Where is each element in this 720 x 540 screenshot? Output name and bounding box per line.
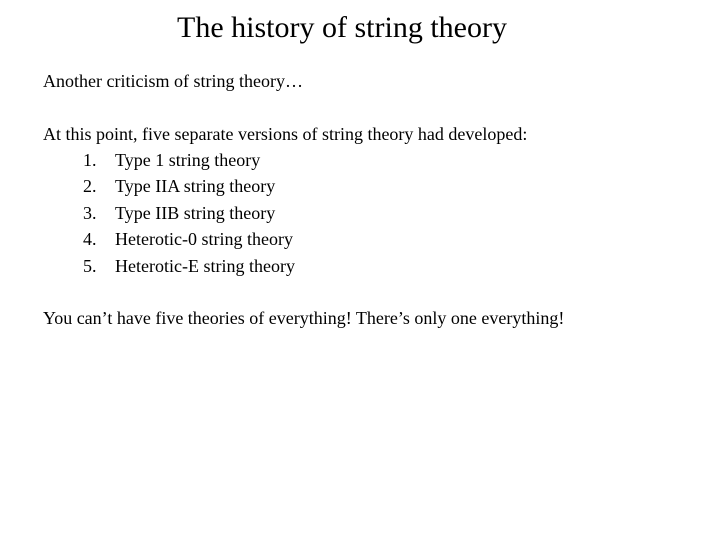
list-item-number: 1. bbox=[83, 150, 97, 170]
list-item bbox=[83, 175, 295, 201]
list-item-number: 3. bbox=[83, 202, 97, 223]
slide-title: The history of string theory bbox=[177, 11, 507, 44]
criticism-paragraph: Another criticism of string theory… bbox=[43, 71, 303, 91]
list-item-label: Type 1 string theory bbox=[115, 150, 261, 170]
list-item-number: 2. bbox=[83, 176, 97, 197]
conclusion-paragraph: You can’t have five theories of everything! There’s only one everything! bbox=[43, 308, 565, 328]
list-item-label: Type IIB string theory bbox=[115, 202, 276, 223]
list-item bbox=[83, 255, 295, 281]
list-item-number: 4. bbox=[83, 229, 97, 250]
string-theory-versions-list bbox=[83, 149, 295, 281]
list-item-number: 5. bbox=[83, 255, 97, 276]
list-item-label: Type IIA string theory bbox=[115, 176, 276, 197]
list-item bbox=[83, 149, 295, 175]
list-item bbox=[83, 202, 295, 228]
list-item bbox=[83, 228, 295, 254]
intro-paragraph: At this point, five separate versions of string theory had developed: bbox=[43, 124, 528, 144]
list-item-label: Heterotic-E string theory bbox=[115, 255, 295, 276]
list-item-label: Heterotic-0 string theory bbox=[115, 229, 293, 250]
